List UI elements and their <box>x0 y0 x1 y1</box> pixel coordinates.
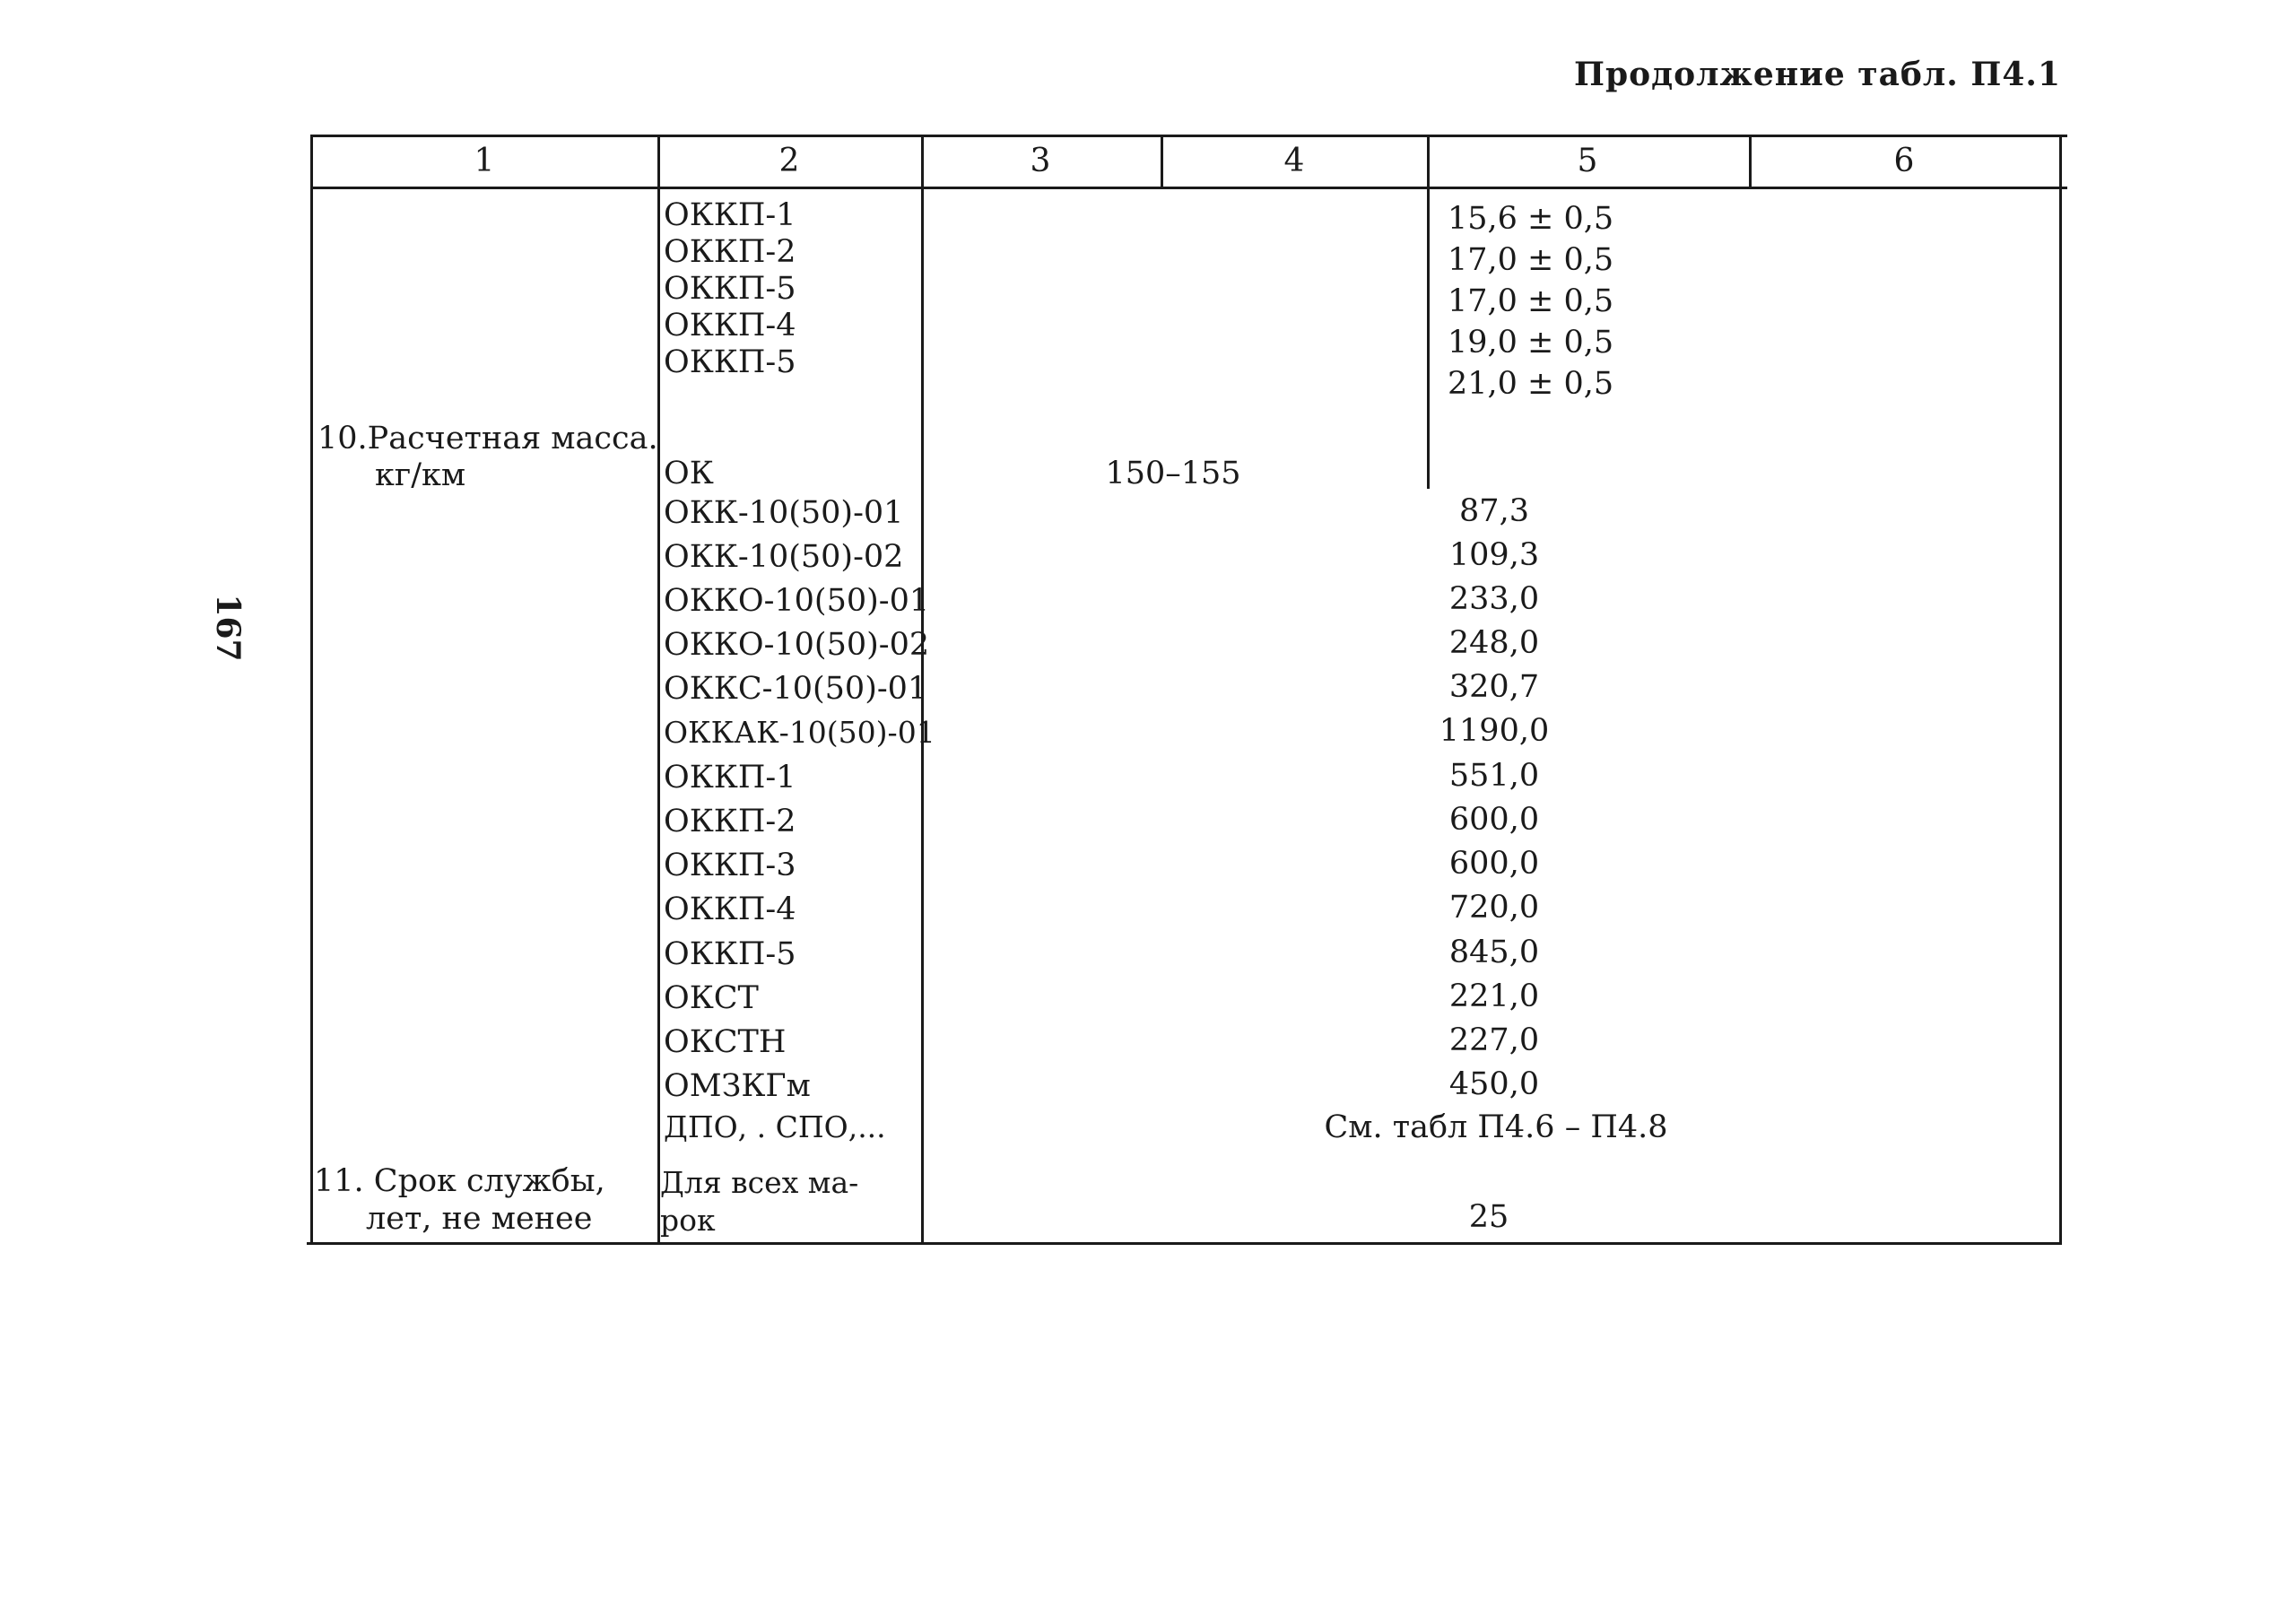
okp-group-value: 15,6 ± 0,5 <box>1448 201 1614 237</box>
table-right-border <box>2059 135 2062 1245</box>
item-value: 600,0 <box>1448 802 1540 838</box>
table-left-border <box>310 135 313 1245</box>
okp-group-value: 19,0 ± 0,5 <box>1448 325 1614 361</box>
row11-label-line1: 11. Срок службы, <box>314 1163 605 1199</box>
header-col-3: 3 <box>1030 143 1051 179</box>
item-name: ОККП-3 <box>664 848 796 883</box>
row11-value: 25 <box>1468 1199 1509 1235</box>
item-name: ОККП-2 <box>664 804 796 839</box>
item-value: 450,0 <box>1448 1066 1540 1102</box>
okp-group-name: ОККП-2 <box>664 234 796 270</box>
item-name: ОКСТН <box>664 1024 787 1060</box>
header-col-2: 2 <box>778 143 800 179</box>
item-value: 845,0 <box>1448 935 1540 970</box>
item-value: 87,3 <box>1459 493 1529 529</box>
row10-label-line2: кг/км <box>375 457 466 493</box>
header-bottom-border <box>313 187 2067 189</box>
item-name: ОКК-10(50)-01 <box>664 495 904 531</box>
item-value: 600,0 <box>1448 846 1540 882</box>
item-name: ОКСТ <box>664 980 759 1016</box>
col4-col5-divider <box>1427 135 1430 489</box>
item-value: 320,7 <box>1448 669 1540 705</box>
row11-col2-line1: Для всех ма- <box>660 1165 859 1200</box>
header-col-1: 1 <box>474 143 495 179</box>
col3-col4-header-divider <box>1161 135 1163 189</box>
table-caption: Продолжение табл. П4.1 <box>1573 56 2061 93</box>
item-value: 227,0 <box>1448 1022 1540 1058</box>
okp-group-name: ОККП-1 <box>664 197 796 233</box>
item-name: ОККП-5 <box>664 936 796 972</box>
header-col-4: 4 <box>1283 143 1305 179</box>
row11-col2-line2: рок <box>660 1203 716 1238</box>
item-name: ОККС-10(50)-01 <box>664 671 928 707</box>
okp-group-name: ОККП-4 <box>664 308 796 343</box>
header-col-6: 6 <box>1893 143 1915 179</box>
table-top-border <box>313 135 2067 137</box>
item-name: ОККО-10(50)-01 <box>664 583 930 619</box>
dpo-value: См. табл П4.6 – П4.8 <box>1324 1109 1668 1145</box>
table-bottom-border <box>307 1242 2060 1245</box>
item-name: ОККАК-10(50)-01 <box>664 715 935 750</box>
okp-group-name: ОККП-5 <box>664 271 796 307</box>
item-value: 233,0 <box>1448 581 1540 617</box>
item-name: ОКК-10(50)-02 <box>664 539 904 575</box>
okp-group-value: 17,0 ± 0,5 <box>1448 283 1614 319</box>
item-name: ОМЗКГм <box>664 1068 811 1104</box>
header-col-5: 5 <box>1577 143 1598 179</box>
item-value: 551,0 <box>1448 758 1540 794</box>
col1-col2-divider <box>657 135 660 1245</box>
item-value: 248,0 <box>1448 625 1540 661</box>
okp-group-value: 21,0 ± 0,5 <box>1448 366 1614 402</box>
item-name: ОККП-4 <box>664 891 796 927</box>
item-value: 109,3 <box>1448 537 1540 573</box>
row10-label-line1: 10.Расчетная масса. <box>317 421 658 457</box>
ok-value: 150–155 <box>1105 456 1241 491</box>
okp-group-value: 17,0 ± 0,5 <box>1448 242 1614 278</box>
page-number: 167 <box>209 594 247 662</box>
dpo-name: ДПО, . СПО,... <box>664 1109 886 1144</box>
okp-group-name: ОККП-5 <box>664 344 796 380</box>
item-value: 1190,0 <box>1439 713 1550 749</box>
col5-col6-header-divider <box>1749 135 1752 189</box>
row11-label-line2: лет, не менее <box>366 1201 593 1237</box>
item-name: ОККО-10(50)-02 <box>664 627 930 663</box>
item-value: 221,0 <box>1448 978 1540 1014</box>
item-name: ОККП-1 <box>664 760 796 796</box>
item-value: 720,0 <box>1448 890 1540 926</box>
ok-name: ОК <box>664 456 714 491</box>
